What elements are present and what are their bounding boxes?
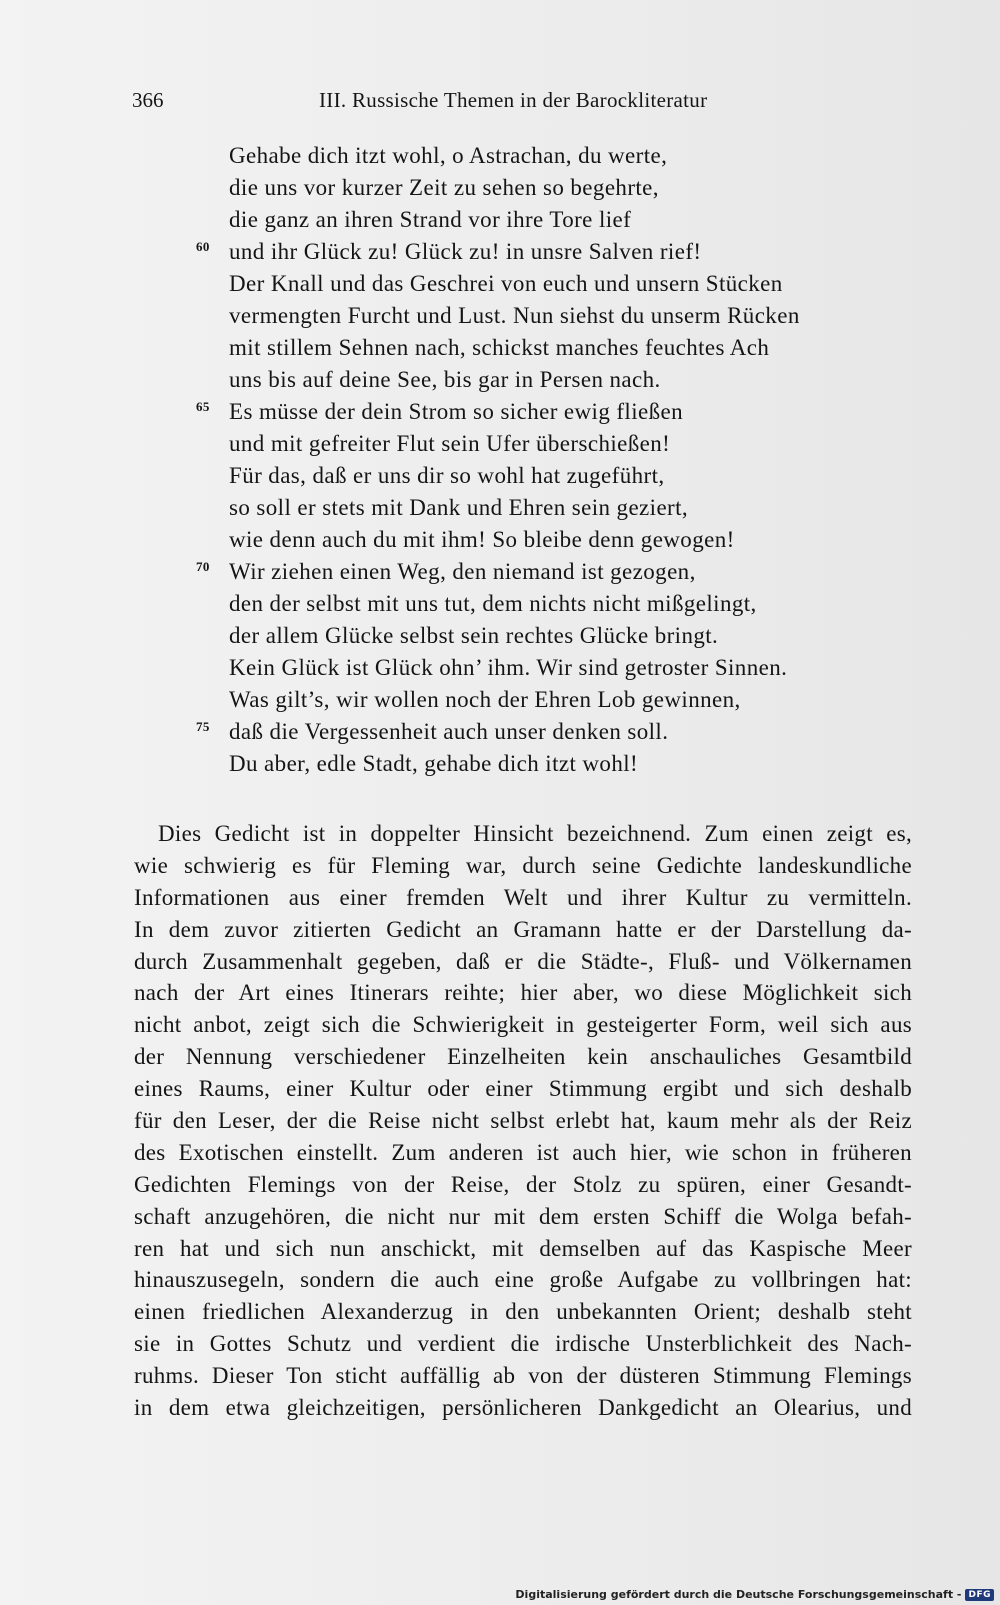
verse-line <box>196 332 916 364</box>
verse-line <box>196 492 916 524</box>
running-title: III. Russische Themen in der Barockliteratur <box>319 88 708 112</box>
verse-text: Was gilt’s, wir wollen noch der Ehren Lob gewinnen, <box>229 687 741 712</box>
verse-line <box>196 684 916 716</box>
verse-text: vermengten Furcht und Lust. Nun siehst du unserm Rücken <box>229 303 800 328</box>
verse-text: daß die Vergessenheit auch unser denken soll. <box>229 719 669 744</box>
line-number: 60 <box>196 239 210 254</box>
verse-text: Wir ziehen einen Weg, den niemand ist gezogen, <box>229 559 696 584</box>
verse-line <box>196 652 916 684</box>
verse-text: Kein Glück ist Glück ohn’ ihm. Wir sind getroster Sinnen. <box>229 655 788 680</box>
verse-text: wie denn auch du mit ihm! So bleibe denn gewogen! <box>229 527 735 552</box>
verse-text: uns bis auf deine See, bis gar in Persen nach. <box>229 367 661 392</box>
verse-line <box>196 204 916 236</box>
verse-line <box>196 140 916 172</box>
prose-line: nach der Art eines Itinerars reihte; hier aber, wo diese Möglichkeit sich <box>134 980 912 1006</box>
verse-line <box>196 524 916 556</box>
prose-line: sie in Gottes Schutz und verdient die irdische Unsterblichkeit des Nach- <box>134 1331 912 1357</box>
dfg-logo: DFG <box>965 1589 994 1601</box>
body-paragraph <box>134 818 912 1424</box>
verse-line <box>196 236 916 268</box>
poem-block <box>196 140 916 780</box>
verse-line <box>196 300 916 332</box>
verse-text: Für das, daß er uns dir so wohl hat zugeführt, <box>229 463 665 488</box>
line-number: 70 <box>196 559 210 574</box>
line-number: 75 <box>196 719 210 734</box>
verse-text: der allem Glücke selbst sein rechtes Glücke bringt. <box>229 623 719 648</box>
prose-line: einen friedlichen Alexanderzug in den unbekannten Orient; deshalb steht <box>134 1299 912 1325</box>
verse-text: und ihr Glück zu! Glück zu! in unsre Salven rief! <box>229 239 702 264</box>
verse-line <box>196 364 916 396</box>
page-number: 366 <box>132 88 164 112</box>
prose-line: nicht anbot, zeigt sich die Schwierigkeit in gesteigerter Form, weil sich aus <box>134 1012 912 1038</box>
verse-line <box>196 748 916 780</box>
prose-line: ren hat und sich nun anschickt, mit demselben auf das Kaspische Meer <box>134 1235 912 1261</box>
prose-line: der Nennung verschiedener Einzelheiten kein anschauliches Gesamtbild <box>134 1044 912 1070</box>
verse-text: die ganz an ihren Strand vor ihre Tore lief <box>229 207 632 232</box>
verse-text: und mit gefreiter Flut sein Ufer überschießen! <box>229 431 671 456</box>
verse-text: so soll er stets mit Dank und Ehren sein geziert, <box>229 495 689 520</box>
verse-text: Es müsse der dein Strom so sicher ewig fließen <box>229 399 684 424</box>
line-number: 65 <box>196 399 210 414</box>
prose-line: Dies Gedicht ist in doppelter Hinsicht bezeichnend. Zum einen zeigt es, <box>158 821 912 846</box>
prose-line: eines Raums, einer Kultur oder einer Stimmung ergibt und sich deshalb <box>134 1076 912 1102</box>
verse-text: die uns vor kurzer Zeit zu sehen so begehrte, <box>229 175 659 200</box>
prose-line: hinauszusegeln, sondern die auch eine große Aufgabe zu vollbringen hat: <box>134 1267 912 1293</box>
prose-line: Informationen aus einer fremden Welt und ihrer Kultur zu vermitteln. <box>134 884 912 910</box>
prose-line: schaft anzugehören, die nicht nur mit dem ersten Schiff die Wolga befah- <box>134 1203 912 1229</box>
verse-text: Gehabe dich itzt wohl, o Astrachan, du werte, <box>229 143 668 168</box>
verse-line <box>196 556 916 588</box>
prose-line: Gedichten Flemings von der Reise, der Stolz zu spüren, einer Gesandt- <box>134 1171 912 1197</box>
prose-line: durch Zusammenhalt gegeben, daß er die Städte-, Fluß- und Völkernamen <box>134 948 912 974</box>
prose-line: ruhms. Dieser Ton sticht auffällig ab von der düsteren Stimmung Flemings <box>134 1363 912 1389</box>
prose-line: wie schwierig es für Fleming war, durch seine Gedichte landeskundliche <box>134 852 912 878</box>
prose-line: für den Leser, der die Reise nicht selbst erlebt hat, kaum mehr als der Reiz <box>134 1108 912 1134</box>
verse-text: Der Knall und das Geschrei von euch und unsern Stücken <box>229 271 783 296</box>
prose-line: des Exotischen einstellt. Zum anderen ist auch hier, wie schon in früheren <box>134 1139 912 1165</box>
verse-line <box>196 396 916 428</box>
digitization-footer <box>515 1588 994 1601</box>
footer-text: Digitalisierung gefördert durch die Deutsche Forschungsgemeinschaft - <box>515 1588 962 1601</box>
prose-line: in dem etwa gleichzeitigen, persönlicheren Dankgedicht an Olearius, und <box>134 1395 912 1421</box>
verse-line <box>196 460 916 492</box>
verse-text: mit stillem Sehnen nach, schickst manches feuchtes Ach <box>229 335 770 360</box>
verse-line <box>196 268 916 300</box>
verse-line <box>196 428 916 460</box>
verse-line <box>196 172 916 204</box>
prose-line: In dem zuvor zitierten Gedicht an Gramann hatte er der Darstellung da- <box>134 916 912 942</box>
verse-line <box>196 620 916 652</box>
verse-line <box>196 716 916 748</box>
verse-text: Du aber, edle Stadt, gehabe dich itzt wohl! <box>229 751 639 776</box>
verse-line <box>196 588 916 620</box>
verse-text: den der selbst mit uns tut, dem nichts nicht mißgelingt, <box>229 591 757 616</box>
